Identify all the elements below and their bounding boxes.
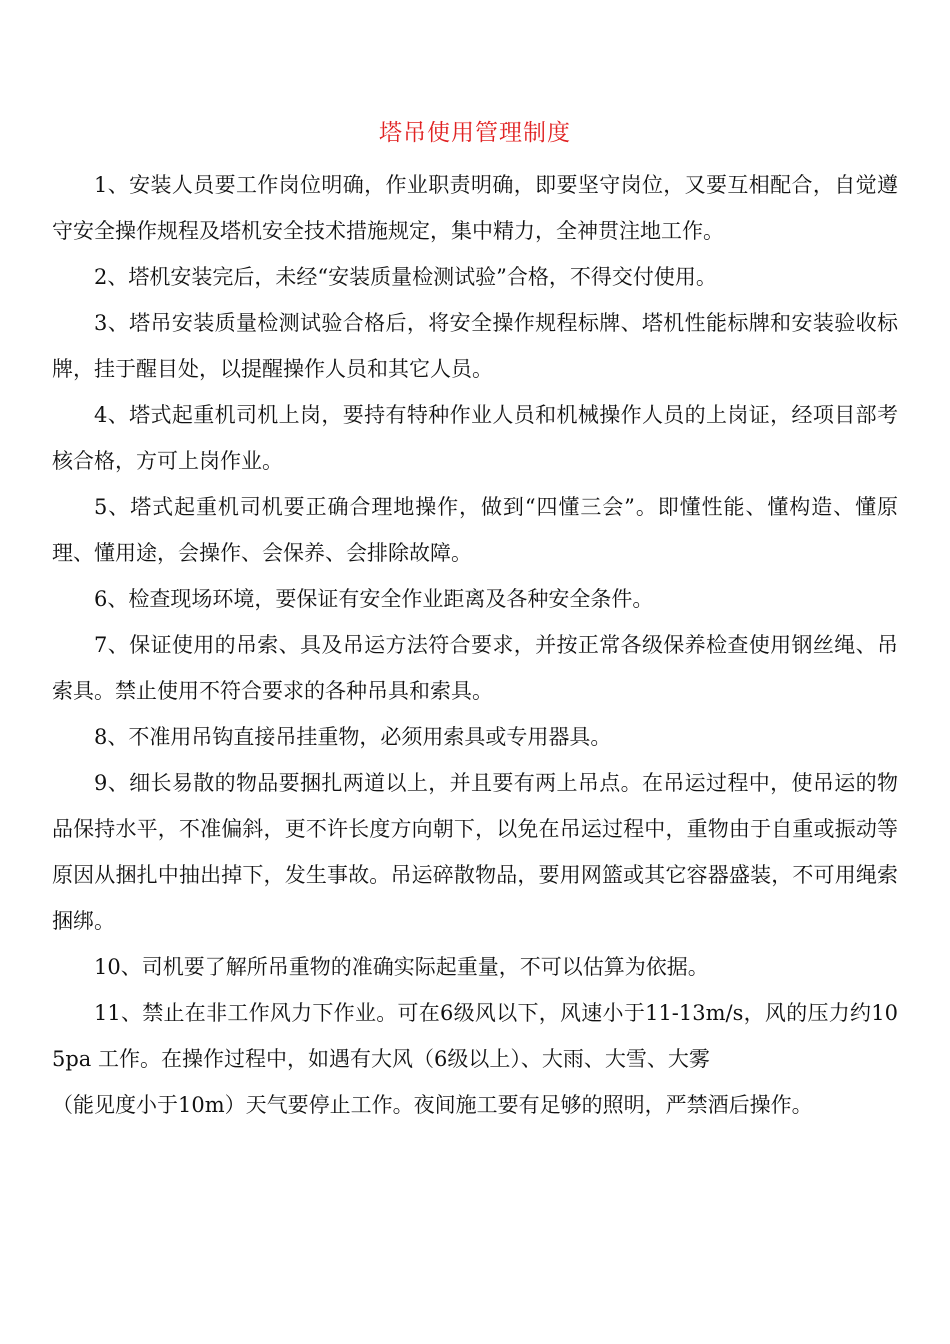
paragraph-4: 4、塔式起重机司机上岗，要持有特种作业人员和机械操作人员的上岗证，经项目部考核合格，方可上岗作业。	[52, 403, 898, 473]
document-page	[52, 112, 898, 1128]
paragraph-1: 1、安装人员要工作岗位明确，作业职责明确，即要坚守岗位，又要互相配合，自觉遵守安全操作规程及塔机安全技术措施规定，集中精力，全神贯注地工作。	[52, 173, 898, 243]
paragraph-8: 8、不准用吊钩直接吊挂重物，必须用索具或专用器具。	[94, 725, 612, 749]
paragraph-11-continued: （能见度小于10m）天气要停止工作。夜间施工要有足够的照明，严禁酒后操作。	[52, 1093, 813, 1117]
document-title: 塔吊使用管理制度	[379, 120, 571, 146]
paragraph-6: 6、检查现场环境，要保证有安全作业距离及各种安全条件。	[94, 587, 654, 611]
paragraph-10: 10、司机要了解所吊重物的准确实际起重量，不可以估算为依据。	[94, 955, 709, 979]
paragraph-11: 11、禁止在非工作风力下作业。可在6级风以下，风速小于11-13m/s，风的压力约105pa 工作。在操作过程中，如遇有大风（6级以上）、大雨、大雪、大雾	[52, 1001, 898, 1071]
paragraph-9: 9、细长易散的物品要捆扎两道以上，并且要有两上吊点。在吊运过程中，使吊运的物品保持水平，不准偏斜，更不许长度方向朝下，以免在吊运过程中，重物由于自重或振动等原因从捆扎中抽出掉下，发生事故。吊运碎散物品，要用网篮或其它容器盛装，不可用绳索捆绑。	[52, 771, 898, 933]
paragraph-7: 7、保证使用的吊索、具及吊运方法符合要求，并按正常各级保养检查使用钢丝绳、吊索具。禁止使用不符合要求的各种吊具和索具。	[52, 633, 898, 703]
paragraph-3: 3、塔吊安装质量检测试验合格后，将安全操作规程标牌、塔机性能标牌和安装验收标牌，挂于醒目处，以提醒操作人员和其它人员。	[52, 311, 898, 381]
paragraph-2: 2、塔机安装完后，未经“安装质量检测试验”合格，不得交付使用。	[94, 265, 717, 289]
paragraph-5: 5、塔式起重机司机要正确合理地操作，做到“四懂三会”。即懂性能、懂构造、懂原理、懂用途，会操作、会保养、会排除故障。	[52, 495, 898, 565]
